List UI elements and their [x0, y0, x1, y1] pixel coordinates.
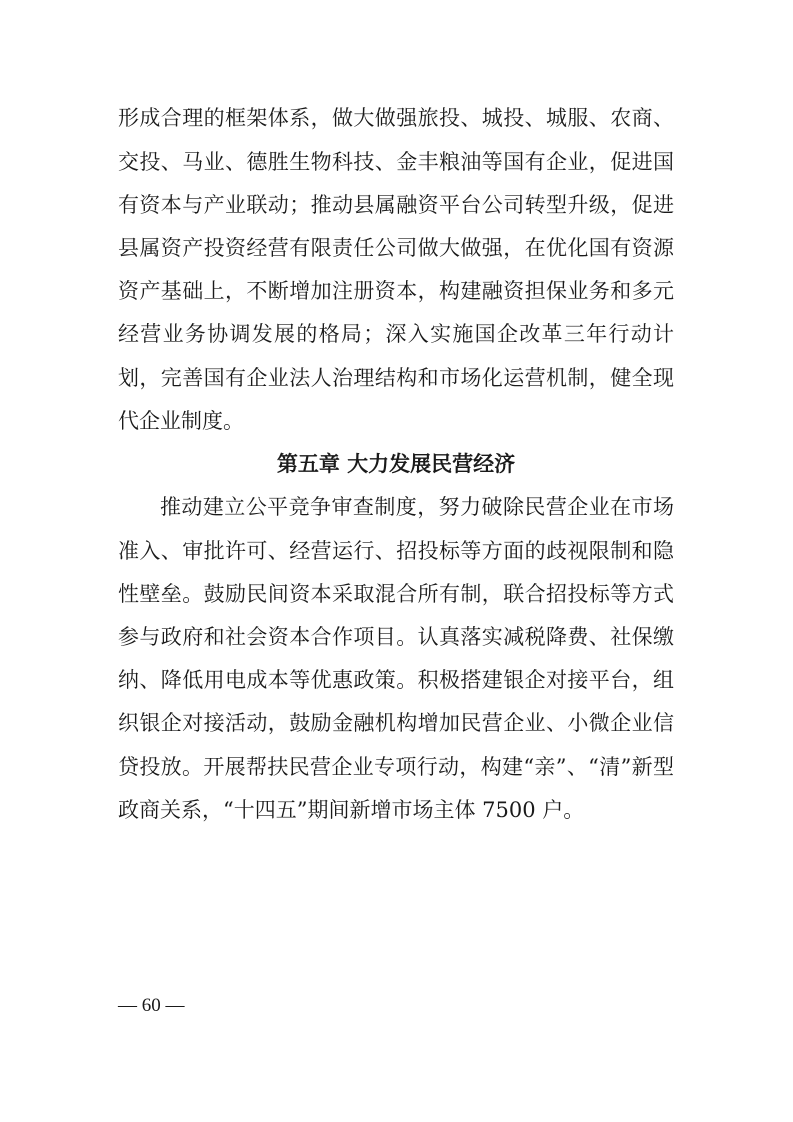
text-line: 性壁垒。鼓励民间资本采取混合所有制，联合招投标等方式	[118, 582, 674, 606]
text-line: 划，完善国有企业法人治理结构和市场化运营机制，健全现	[118, 366, 674, 390]
text-line: 代企业制度。	[118, 409, 244, 433]
text-line: 政商关系，“十四五”期间新增市场主体 7500 户。	[118, 798, 585, 822]
text-line: 参与政府和社会资本合作项目。认真落实减税降费、社保缴	[118, 625, 674, 649]
text-line: 贷投放。开展帮扶民营企业专项行动，构建“亲”、“清”新型	[118, 755, 674, 779]
text-line: 织银企对接活动，鼓励金融机构增加民营企业、小微企业信	[118, 711, 674, 735]
text-line: 有资本与产业联动；推动县属融资平台公司转型升级，促进	[118, 193, 674, 217]
text-line: 准入、审批许可、经营运行、招投标等方面的歧视限制和隐	[118, 539, 674, 563]
text-line: 形成合理的框架体系，做大做强旅投、城投、城服、农商、	[118, 106, 674, 130]
text-line: 纳、降低用电成本等优惠政策。积极搭建银企对接平台，组	[118, 668, 674, 692]
text-line: 交投、马业、德胜生物科技、金丰粮油等国有企业，促进国	[118, 150, 674, 174]
text-line: 推动建立公平竞争审查制度，努力破除民营企业在市场	[160, 495, 674, 519]
chapter-heading: 第五章 大力发展民营经济	[276, 451, 516, 476]
page-number: — 60 —	[118, 995, 185, 1016]
text-line: 县属资产投资经营有限责任公司做大做强，在优化国有资源	[118, 236, 674, 260]
text-line: 资产基础上，不断增加注册资本，构建融资担保业务和多元	[118, 279, 674, 303]
text-line: 经营业务协调发展的格局；深入实施国企改革三年行动计	[118, 322, 674, 346]
